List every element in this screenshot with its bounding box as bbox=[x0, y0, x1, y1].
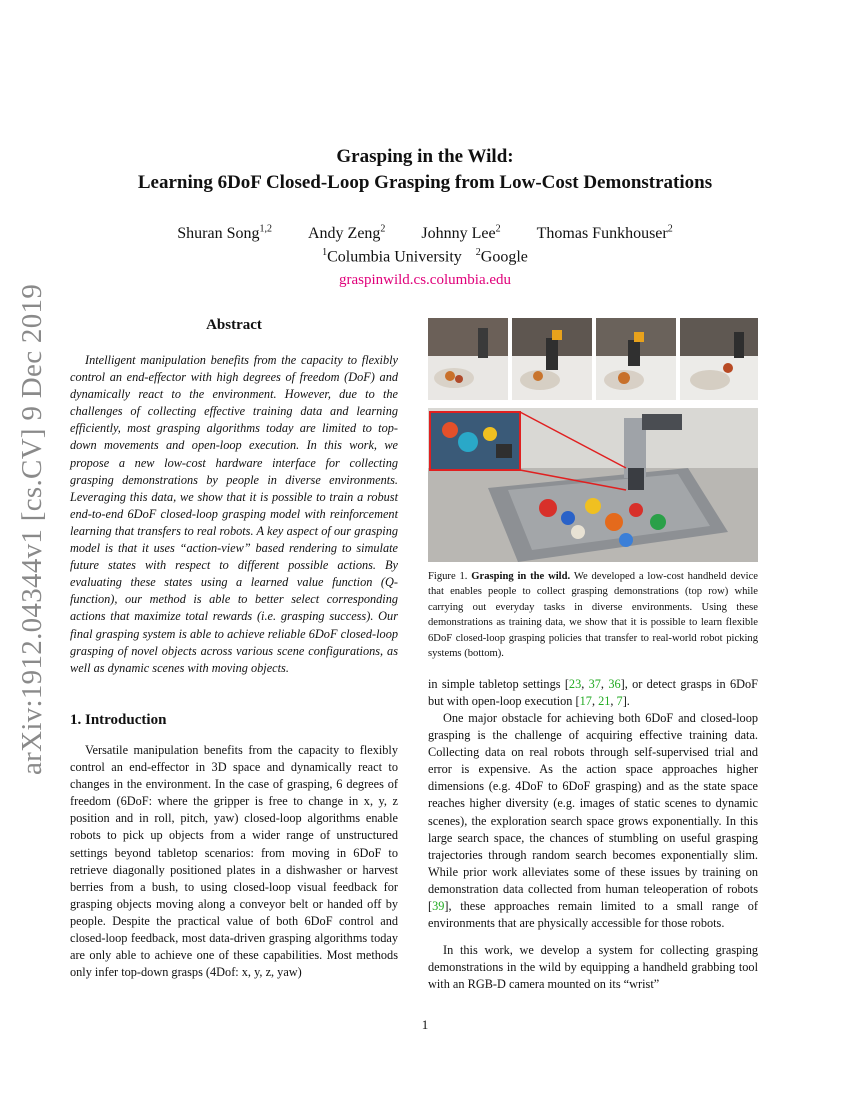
author-3: Johnny Lee$^2$ bbox=[421, 224, 501, 243]
paper-title-line2: Learning 6DoF Closed-Loop Grasping from Low-Cost Demonstrations bbox=[137, 172, 713, 193]
citation-link[interactable]: 21 bbox=[598, 694, 611, 709]
citation-link[interactable]: 36 bbox=[608, 677, 621, 691]
author-2: Andy Zeng$^2$ bbox=[307, 224, 386, 243]
citation-link[interactable]: 23 bbox=[568, 677, 582, 691]
project-link[interactable]: graspinwild.cs.columbia.edu bbox=[338, 272, 512, 288]
introduction-heading: 1. Introduction bbox=[70, 712, 167, 728]
demo-frame-4 bbox=[680, 318, 758, 400]
right-column-paragraph-3: In this work, we develop a system for collecting grasping demonstrations in the wild by equipping a handheld grabbing tool with an RGB-D camera mounted on its “wrist” bbox=[428, 943, 758, 992]
abstract-heading: Abstract bbox=[206, 317, 262, 333]
affiliation-1: Columbia University bbox=[327, 248, 462, 266]
affiliations: $^1$Columbia University $^2$Google bbox=[322, 247, 528, 266]
author-4: Thomas Funkhouser$^2$ bbox=[536, 224, 673, 243]
right-column-paragraph-2: One major obstacle for achieving both 6DoF and closed-loop grasping is the challenge of acquiring effective training data. Collecting data on real robots through self-supervised trial and error is expensive. As the action space approaches higher dimensions (e.g. 4DoF to 6DoF grasping) and as the state space reaches higher diversity (e.g. images of static scenes to dynamic scenes), the exploration search space grows exponentially. In this large search space, the chances of stumbling on useful grasping trajectories through random search becomes exponentially slim. While prior work alleviates some of these issues by training on demonstration data collected from human teleoperation of robots [39], these approaches remain limited to a small range of environments that are physically accessible for those robots. bbox=[428, 711, 758, 931]
citation-link[interactable]: 17 bbox=[579, 694, 592, 709]
citation-link[interactable]: 39 bbox=[432, 899, 445, 914]
author-1: Shuran Song$^{1,2}$ bbox=[177, 224, 272, 243]
introduction-text: Versatile manipulation benefits from the capacity to flexibly control an end-effector in 3D space and dynamically react to changes in the environment. In the case of grasping, 6 degrees of freedom (6DoF: where the gripper is free to change in x, y, z position and in roll, pitch, yaw) closed-loop algorithms enable robots to pick up objects from a wider range of unstructured settings beyond tabletop scenarios: from moving in 6DoF to retrieve diagonally positioned plates in a dishwasher or harvest berries from a bush, to using closed-loop visual feedback for grasping objects moving along a conveyor belt or handed off by people. Despite the practical value of both 6DoF control and closed-loop feedback, most data-driven grasping algorithms today are only able to achieve one of these capabilities. Most methods only infer top-down grasps (4Dof: x, y, z, yaw) bbox=[70, 743, 398, 980]
demo-frame-3 bbox=[596, 318, 676, 400]
affiliation-2: Google bbox=[480, 248, 528, 266]
figure-1-caption: Figure 1. Grasping in the wild. We developed a low-cost handheld device that enables people to collect grasping demonstrations (top row) while carrying out everyday tasks in diverse environments. Using these demonstrations as training data, we show that it is possible to learn flexible 6DoF closed-loop grasping policies that transfer to real-world robot picking systems (bottom). bbox=[428, 571, 758, 660]
citation-link[interactable]: 37 bbox=[588, 677, 601, 691]
abstract-text: Intelligent manipulation benefits from the capacity to flexibly control an end-effector with high degrees of freedom (DoF) and dynamically react to the environment. However, due to the challenges of collecting effective training data and learning efficiently, most grasping algorithms today are limited to top-down movements and open-loop execution. In this work, we propose a new low-cost hardware interface for collecting grasping demonstrations by people in diverse environments. Leveraging this data, we show that it is possible to train a robust end-to-end 6DoF closed-loop grasping model with reinforcement learning that transfers to real robots. A key aspect of our grasping model is that it uses “action-view” based rendering to simulate future states with respect to different possible actions. By evaluating these states using a learned value function (Q-function), our method is able to better select corresponding actions that maximize total rewards (i.e. grasping success). Our final grasping system is able to achieve reliable 6DoF closed-loop grasping of novel objects across various scene configurations, as well as dynamic scenes with moving objects. bbox=[70, 353, 398, 675]
figure-1-image bbox=[428, 318, 758, 562]
author-list bbox=[0, 224, 850, 243]
demo-frame-1 bbox=[428, 318, 508, 400]
right-column-paragraph-1: in simple tabletop settings [23, 37, 36], or detect grasps in 6DoF but with open-loop execution [17, 21, 7]. bbox=[428, 677, 758, 709]
arxiv-stamp: arXiv:1912.04344v1 [cs.CV] 9 Dec 2019 bbox=[16, 283, 48, 775]
demo-frame-2 bbox=[512, 318, 592, 400]
paper-title-line1: Grasping in the Wild: bbox=[336, 146, 514, 167]
page-number: 1 bbox=[421, 1017, 429, 1032]
citation-link[interactable]: 7 bbox=[616, 694, 623, 709]
